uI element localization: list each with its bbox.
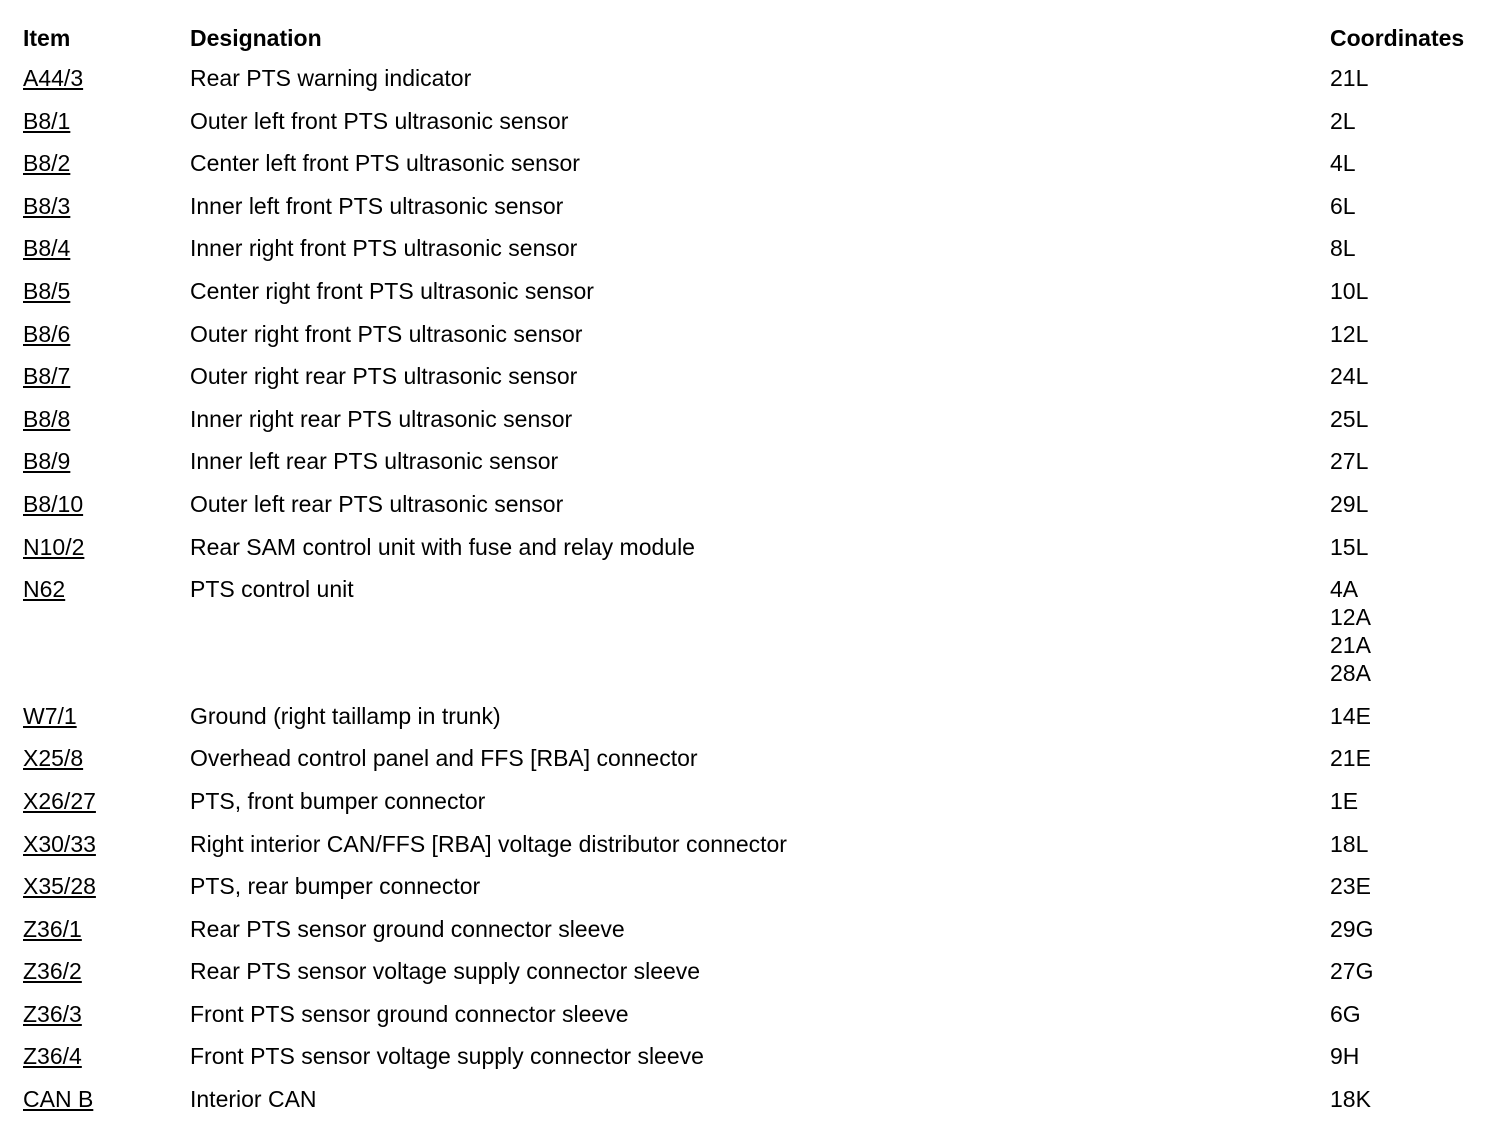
table-row [23, 277, 1483, 320]
item-cell [23, 744, 190, 772]
item-link[interactable]: CAN B [23, 1086, 94, 1113]
item-link[interactable]: B8/3 [23, 192, 71, 219]
item-cell [23, 957, 190, 985]
item-link[interactable]: Z36/4 [23, 1043, 82, 1070]
item-link[interactable]: B8/1 [23, 107, 71, 134]
coordinates-cell [1330, 447, 1483, 475]
coordinate-value: 8L [1330, 235, 1356, 262]
item-link[interactable]: B8/9 [23, 448, 71, 475]
table-row [23, 490, 1483, 533]
table-row [23, 702, 1483, 745]
table-row [23, 1085, 1483, 1128]
table-row [23, 149, 1483, 192]
item-link[interactable]: X35/28 [23, 873, 96, 900]
designation-cell: PTS control unit [190, 576, 354, 603]
item-cell [23, 575, 190, 603]
designation-cell: Right interior CAN/FFS [RBA] voltage distributor connector [190, 830, 787, 857]
coordinates-cell [1330, 107, 1483, 135]
table-row [23, 957, 1483, 1000]
coordinates-cell [1330, 234, 1483, 262]
item-cell [23, 362, 190, 390]
header-item: Item [23, 25, 71, 51]
designation-cell: Outer left rear PTS ultrasonic sensor [190, 490, 564, 517]
table-row [23, 575, 1483, 702]
designation-cell: Inner left front PTS ultrasonic sensor [190, 192, 564, 219]
designation-cell: Outer right rear PTS ultrasonic sensor [190, 363, 578, 390]
coordinates-cell [1330, 277, 1483, 305]
coordinate-value: 12A [1330, 604, 1371, 631]
item-cell [23, 149, 190, 177]
header-designation: Designation [190, 25, 322, 51]
table-row [23, 533, 1483, 576]
item-link[interactable]: B8/7 [23, 363, 71, 390]
component-legend-table [23, 22, 1483, 1128]
coordinates-cell [1330, 405, 1483, 433]
table-row [23, 405, 1483, 448]
item-cell [23, 1000, 190, 1028]
coordinates-cell [1330, 192, 1483, 220]
coordinates-cell [1330, 702, 1483, 730]
coordinates-cell [1330, 1085, 1483, 1113]
designation-cell: Inner right front PTS ultrasonic sensor [190, 235, 578, 262]
item-cell [23, 915, 190, 943]
item-link[interactable]: B8/2 [23, 150, 71, 177]
item-link[interactable]: X30/33 [23, 830, 96, 857]
coordinates-cell [1330, 575, 1483, 687]
item-cell [23, 277, 190, 305]
coordinate-value: 21A [1330, 632, 1371, 659]
item-link[interactable]: B8/8 [23, 405, 71, 432]
item-cell [23, 490, 190, 518]
designation-cell: Ground (right taillamp in trunk) [190, 702, 501, 729]
designation-cell: Overhead control panel and FFS [RBA] connector [190, 745, 698, 772]
table-header-row [23, 22, 1483, 64]
coordinates-cell [1330, 1042, 1483, 1070]
designation-cell: PTS, rear bumper connector [190, 873, 481, 900]
table-row [23, 1000, 1483, 1043]
designation-cell: Outer right front PTS ultrasonic sensor [190, 320, 583, 347]
coordinate-value: 27L [1330, 448, 1369, 475]
designation-cell: Rear SAM control unit with fuse and relay module [190, 533, 695, 560]
coordinate-value: 2L [1330, 107, 1356, 134]
designation-cell: Front PTS sensor ground connector sleeve [190, 1000, 629, 1027]
table-row [23, 362, 1483, 405]
item-link[interactable]: W7/1 [23, 702, 77, 729]
coordinates-cell [1330, 744, 1483, 772]
table-row [23, 744, 1483, 787]
coordinates-cell [1330, 1000, 1483, 1028]
coordinate-value: 15L [1330, 533, 1369, 560]
item-cell [23, 447, 190, 475]
designation-cell: Center right front PTS ultrasonic sensor [190, 277, 594, 304]
coordinates-cell [1330, 957, 1483, 985]
coordinate-value: 6L [1330, 192, 1356, 219]
designation-cell: PTS, front bumper connector [190, 787, 486, 814]
coordinate-value: 9H [1330, 1043, 1360, 1070]
item-link[interactable]: X26/27 [23, 787, 96, 814]
coordinate-value: 4L [1330, 150, 1356, 177]
item-link[interactable]: X25/8 [23, 745, 84, 772]
designation-cell: Rear PTS warning indicator [190, 65, 472, 91]
coordinate-value: 21E [1330, 745, 1371, 772]
coordinate-value: 21L [1330, 65, 1369, 91]
coordinates-cell [1330, 787, 1483, 815]
coordinate-value: 25L [1330, 405, 1369, 432]
designation-cell: Center left front PTS ultrasonic sensor [190, 150, 580, 177]
coordinate-value: 12L [1330, 320, 1369, 347]
coordinate-value: 27G [1330, 958, 1374, 985]
item-link[interactable]: B8/5 [23, 277, 71, 304]
coordinates-cell [1330, 490, 1483, 518]
coordinate-value: 24L [1330, 363, 1369, 390]
designation-cell: Inner right rear PTS ultrasonic sensor [190, 405, 573, 432]
table-row [23, 320, 1483, 363]
item-link[interactable]: N62 [23, 576, 66, 603]
designation-cell: Front PTS sensor voltage supply connector sleeve [190, 1043, 704, 1070]
coordinate-value: 6G [1330, 1000, 1361, 1027]
designation-cell: Inner left rear PTS ultrasonic sensor [190, 448, 559, 475]
designation-cell: Interior CAN [190, 1086, 317, 1113]
item-cell [23, 787, 190, 815]
coordinate-value: 18K [1330, 1086, 1371, 1113]
item-link[interactable]: B8/6 [23, 320, 71, 347]
table-body [23, 64, 1483, 1128]
table-row [23, 107, 1483, 150]
coordinates-cell [1330, 533, 1483, 561]
coordinates-cell [1330, 362, 1483, 390]
item-link[interactable]: A44/3 [23, 65, 84, 91]
item-link[interactable]: B8/4 [23, 235, 71, 262]
coordinate-value: 29L [1330, 490, 1369, 517]
item-cell [23, 1085, 190, 1113]
table-row [23, 64, 1483, 107]
coordinate-value: 29G [1330, 915, 1374, 942]
coordinate-value: 23E [1330, 873, 1371, 900]
coordinates-cell [1330, 830, 1483, 858]
item-link[interactable]: B8/10 [23, 490, 84, 517]
table-row [23, 915, 1483, 958]
coordinates-cell [1330, 915, 1483, 943]
item-cell [23, 702, 190, 730]
item-cell [23, 320, 190, 348]
item-link[interactable]: Z36/3 [23, 1000, 82, 1027]
header-coordinates: Coordinates [1330, 25, 1465, 51]
coordinate-value: 18L [1330, 830, 1369, 857]
table-row [23, 830, 1483, 873]
item-link[interactable]: Z36/2 [23, 958, 82, 985]
coordinates-cell [1330, 320, 1483, 348]
table-row [23, 787, 1483, 830]
table-row [23, 1042, 1483, 1085]
item-link[interactable]: N10/2 [23, 533, 85, 560]
table-row [23, 447, 1483, 490]
table-row [23, 872, 1483, 915]
item-cell [23, 192, 190, 220]
item-cell [23, 405, 190, 433]
coordinates-cell [1330, 149, 1483, 177]
coordinates-cell [1330, 64, 1483, 92]
coordinate-value: 28A [1330, 660, 1371, 687]
item-cell [23, 1042, 190, 1070]
designation-cell: Outer left front PTS ultrasonic sensor [190, 107, 569, 134]
table-row [23, 192, 1483, 235]
item-cell [23, 107, 190, 135]
item-cell [23, 830, 190, 858]
designation-cell: Rear PTS sensor voltage supply connector sleeve [190, 958, 701, 985]
coordinate-value: 14E [1330, 702, 1371, 729]
table-row [23, 234, 1483, 277]
item-cell [23, 872, 190, 900]
designation-cell: Rear PTS sensor ground connector sleeve [190, 915, 625, 942]
coordinate-value: 10L [1330, 277, 1369, 304]
item-cell [23, 533, 190, 561]
coordinate-value: 1E [1330, 787, 1359, 814]
item-cell [23, 64, 190, 92]
coordinate-value: 4A [1330, 576, 1359, 603]
item-cell [23, 234, 190, 262]
coordinates-cell [1330, 872, 1483, 900]
item-link[interactable]: Z36/1 [23, 915, 82, 942]
